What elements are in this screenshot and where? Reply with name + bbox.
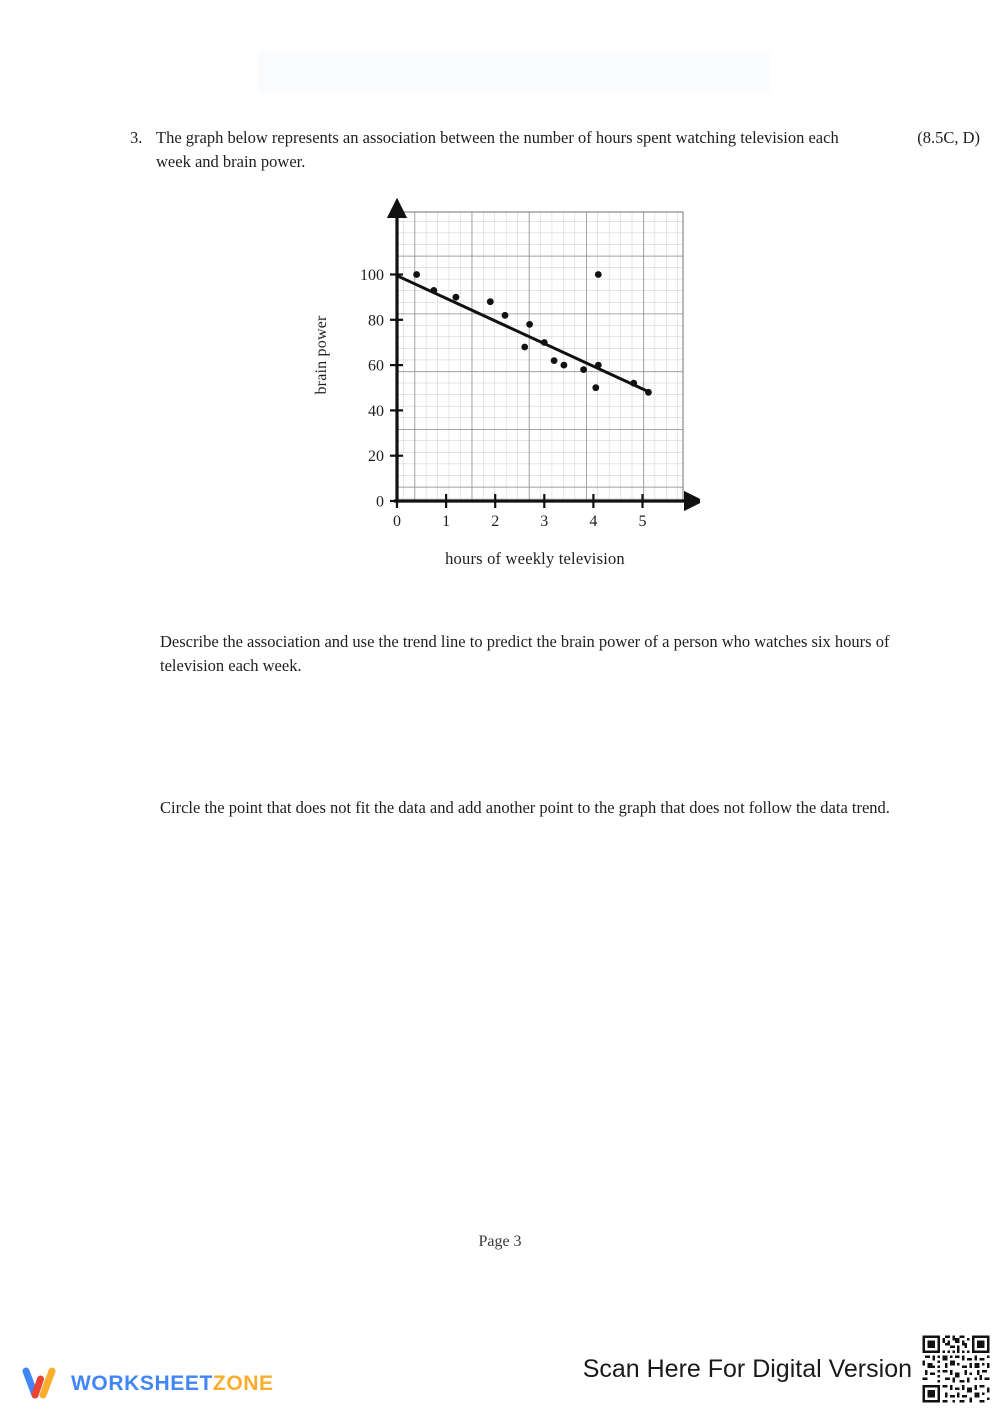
x-axis-title: hours of weekly television [445,549,625,568]
data-point [580,366,587,373]
plot-grid [397,212,683,501]
logo-word-worksheet: WORKSHEET [71,1372,213,1395]
question-number: 3. [130,128,143,147]
data-point [521,344,528,351]
question-block [130,126,980,174]
scan-digital-version[interactable] [583,1333,992,1405]
svg-text:5: 5 [638,513,647,530]
scatter-plot [300,198,700,588]
scatter-plot-svg [300,198,700,588]
data-point [595,362,602,369]
prompt-describe-association: Describe the association and use the trend line to predict the brain power of a person who watches six hours of television each week. [160,632,890,675]
scan-label: Scan Here For Digital Version [582,1354,912,1383]
data-point [630,380,637,387]
data-point [502,312,509,319]
prompt-circle-outlier: Circle the point that does not fit the data and add another point to the graph that does not follow the data trend. [160,798,890,817]
data-point [526,321,533,328]
y-axis-title-label: brain power [313,315,330,395]
data-point-outlier [595,271,602,278]
data-point [413,271,420,278]
data-point [645,389,652,396]
data-point [487,298,494,305]
logo-word-zone: ZONE [212,1372,274,1395]
logo-wordmark [71,1372,274,1396]
svg-text:0: 0 [376,493,384,511]
svg-text:80: 80 [368,312,384,330]
data-point [592,384,599,391]
data-point [541,339,548,346]
data-point [551,357,558,364]
svg-text:40: 40 [368,402,384,420]
y-axis-title [313,290,335,420]
scan-artifact-band [258,52,770,92]
data-point [561,362,568,369]
svg-text:100: 100 [360,267,384,284]
svg-text:20: 20 [368,448,384,466]
data-point [430,287,437,294]
question-text: The graph below represents an association between the number of hours spent watching television each week and brain power. [156,128,839,171]
svg-text:4: 4 [589,513,598,530]
data-point [453,294,460,301]
worksheet-zone-logo[interactable] [22,1367,274,1401]
svg-text:2: 2 [491,513,500,530]
svg-text:0: 0 [393,513,401,530]
svg-text:60: 60 [368,357,384,375]
svg-text:1: 1 [442,513,451,530]
page-number: Page 3 [478,1233,522,1250]
qr-code-icon[interactable] [920,1333,992,1405]
svg-text:3: 3 [540,513,549,530]
standard-code: (8.5C, D) [917,128,980,147]
logo-mark-icon [22,1367,62,1401]
page-footer [0,1341,1000,1413]
